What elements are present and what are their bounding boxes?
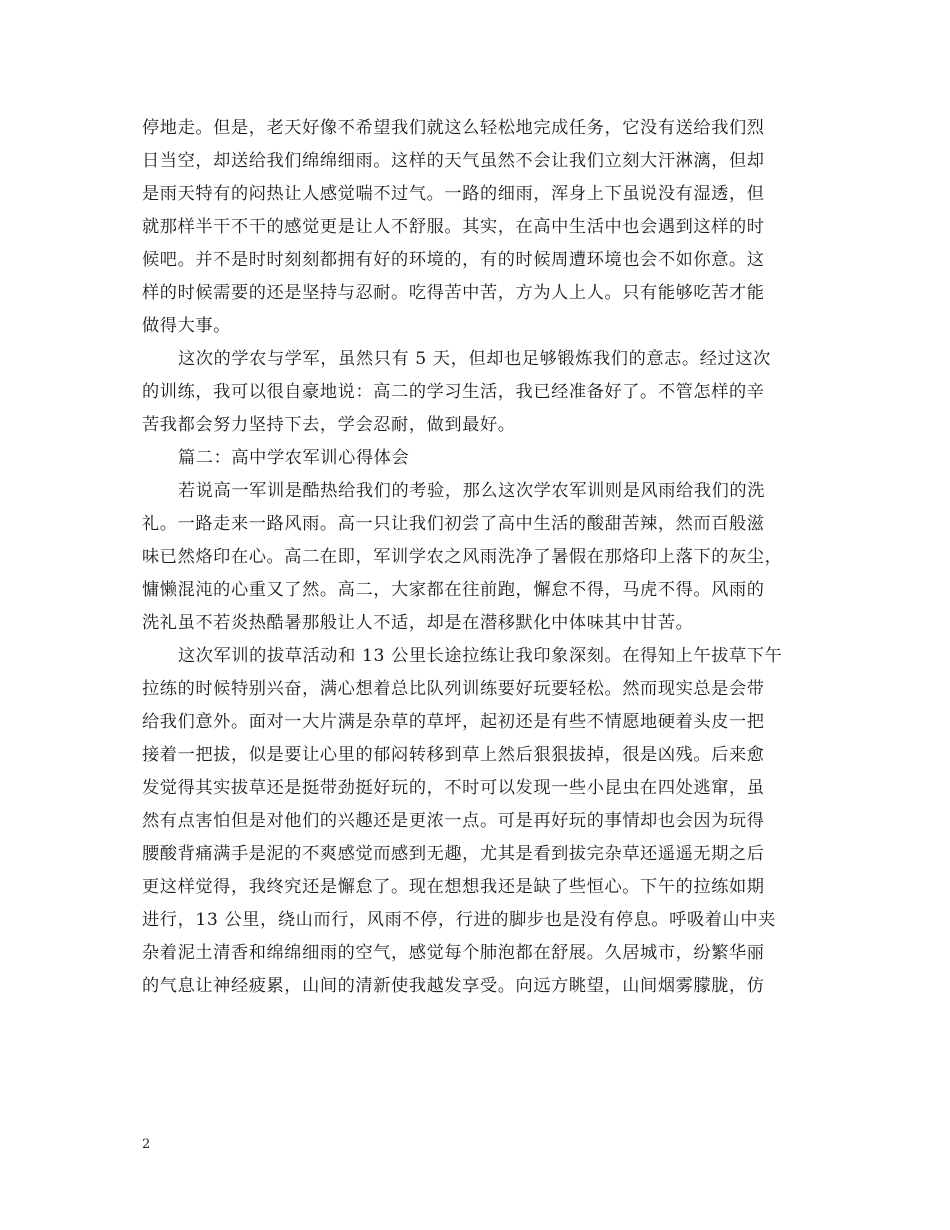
text-line: 然有点害怕但是对他们的兴趣还是更浓一点。可是再好玩的事情却也会因为玩得 [142,811,765,831]
text-line: 更这样觉得，我终究还是懈怠了。现在想想我还是缺了些恒心。下午的拉练如期 [142,877,765,897]
text-line: 味已然烙印在心。高二在即，军训学农之风雨洗净了暑假在那烙印上落下的灰尘， [142,547,783,567]
page-number: 2 [142,1137,151,1152]
text-line: 日当空，却送给我们绵绵细雨。这样的天气虽然不会让我们立刻大汗淋漓，但却 [142,151,765,171]
text-line: 给我们意外。面对一大片满是杂草的草坪，起初还是有些不情愿地硬着头皮一把 [142,712,765,732]
paragraph-first-line: 这次的学农与学军，虽然只有 5 天，但却也足够锻炼我们的意志。经过这次 [178,349,771,369]
text-line: 腰酸背痛满手是泥的不爽感觉而感到无趣，尤其是看到拔完杂草还遥遥无期之后 [142,844,765,864]
paragraph-first-line: 这次军训的拔草活动和 13 公里长途拉练让我印象深刻。在得知上午拔草下午 [178,646,783,666]
text-line: 停地走。但是，老天好像不希望我们就这么轻松地完成任务，它没有送给我们烈 [142,118,765,138]
body-text [142,112,810,1003]
text-line: 是雨天特有的闷热让人感觉喘不过气。一路的细雨，浑身上下虽说没有湿透，但 [142,184,765,204]
text-line: 发觉得其实拔草还是挺带劲挺好玩的，不时可以发现一些小昆虫在四处逃窜，虽 [142,778,765,798]
text-line: 做得大事。 [142,316,231,336]
text-line: 苦我都会努力坚持下去，学会忍耐，做到最好。 [142,415,516,435]
text-line: 洗礼虽不若炎热酷暑那般让人不适，却是在潜移默化中体味其中甘苦。 [142,613,694,633]
text-line: 的气息让神经疲累，山间的清新使我越发享受。向远方眺望，山间烟雾朦胧，仿 [142,976,765,996]
text-line: 样的时候需要的还是坚持与忍耐。吃得苦中苦，方为人上人。只有能够吃苦才能 [142,283,765,303]
text-line: 候吧。并不是时时刻刻都拥有好的环境的，有的时候周遭环境也会不如你意。这 [142,250,765,270]
text-line: 杂着泥土清香和绵绵细雨的空气，感觉每个肺泡都在舒展。久居城市，纷繁华丽 [142,943,765,963]
text-line: 的训练，我可以很自豪地说：高二的学习生活，我已经准备好了。不管怎样的辛 [142,382,765,402]
text-line: 就那样半干不干的感觉更是让人不舒服。其实，在高中生活中也会遇到这样的时 [142,217,765,237]
text-line: 接着一把拔，似是要让心里的郁闷转移到草上然后狠狠拔掉，很是凶残。后来愈 [142,745,765,765]
text-line: 进行，13 公里，绕山而行，风雨不停，行进的脚步也是没有停息。呼吸着山中夹 [142,910,776,930]
text-line: 拉练的时候特别兴奋，满心想着总比队列训练要好玩要轻松。然而现实总是会带 [142,679,765,699]
section-heading: 篇二：高中学农军训心得体会 [178,448,410,468]
text-line: 礼。一路走来一路风雨。高一只让我们初尝了高中生活的酸甜苦辣，然而百般滋 [142,514,765,534]
text-line: 慵懒混沌的心重又了然。高二，大家都在往前跑，懈怠不得，马虎不得。风雨的 [142,580,765,600]
paragraph-first-line: 若说高一军训是酷热给我们的考验，那么这次学农军训则是风雨给我们的洗 [178,481,765,501]
